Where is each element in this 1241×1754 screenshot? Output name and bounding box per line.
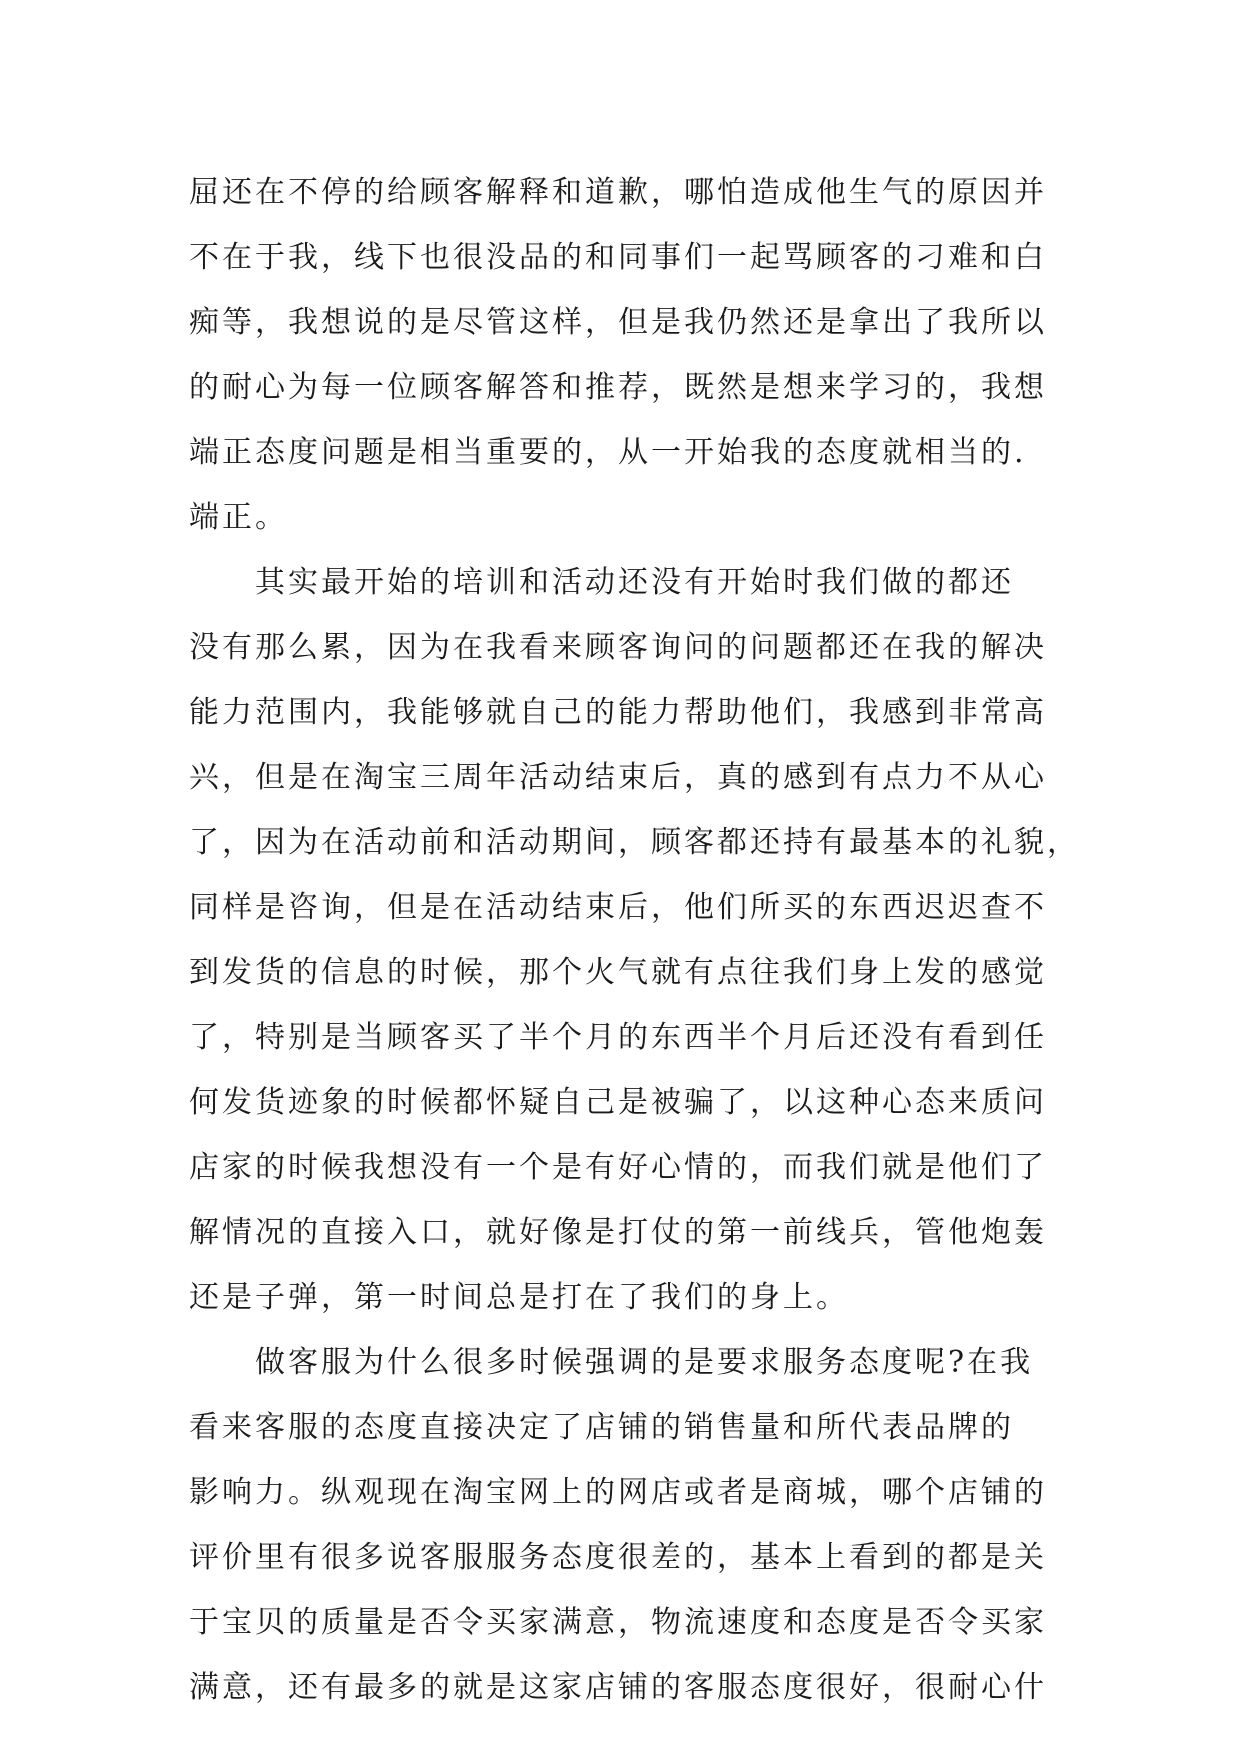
text-line: 能力范围内，我能够就自己的能力帮助他们，我感到非常高 <box>189 695 1047 730</box>
text-line: 没有那么累，因为在我看来顾客询问的问题都还在我的解决 <box>189 630 1047 665</box>
text-line: 端正。 <box>189 500 288 535</box>
text-line: 痴等，我想说的是尽管这样，但是我仍然还是拿出了我所以 <box>189 305 1047 340</box>
paragraph-1 <box>189 160 1059 550</box>
text-line: 影响力。纵观现在淘宝网上的网店或者是商城，哪个店铺的 <box>189 1475 1047 1510</box>
text-line: 店家的时候我想没有一个是有好心情的，而我们就是他们了 <box>189 1150 1047 1185</box>
text-line: 于宝贝的质量是否令买家满意，物流速度和态度是否令买家 <box>189 1605 1047 1640</box>
text-line: 看来客服的态度直接决定了店铺的销售量和所代表品牌的 <box>189 1410 1014 1445</box>
text-line: 解情况的直接入口，就好像是打仗的第一前线兵，管他炮轰 <box>189 1215 1047 1250</box>
text-line: 了，因为在活动前和活动期间，顾客都还持有最基本的礼貌， <box>189 825 1080 860</box>
text-line: 兴，但是在淘宝三周年活动结束后，真的感到有点力不从心 <box>189 760 1047 795</box>
text-line: 了，特别是当顾客买了半个月的东西半个月后还没有看到任 <box>189 1020 1047 1055</box>
body-text <box>189 160 1080 1720</box>
text-line: 其实最开始的培训和活动还没有开始时我们做的都还 <box>255 565 1014 600</box>
text-line: 满意，还有最多的就是这家店铺的客服态度很好，很耐心什 <box>189 1670 1047 1705</box>
text-line: 何发货迹象的时候都怀疑自己是被骗了，以这种心态来质问 <box>189 1085 1047 1120</box>
text-line: 的耐心为每一位顾客解答和推荐，既然是想来学习的，我想 <box>189 370 1047 405</box>
text-line: 同样是咨询，但是在活动结束后，他们所买的东西迟迟查不 <box>189 890 1047 925</box>
text-line: 评价里有很多说客服服务态度很差的，基本上看到的都是关 <box>189 1540 1047 1575</box>
text-line: 端正态度问题是相当重要的，从一开始我的态度就相当的. <box>189 435 1027 470</box>
text-line: 还是子弹，第一时间总是打在了我们的身上。 <box>189 1280 849 1315</box>
text-line: 不在于我，线下也很没品的和同事们一起骂顾客的刁难和白 <box>189 240 1047 275</box>
paragraph-2 <box>189 550 1080 1330</box>
text-line: 做客服为什么很多时候强调的是要求服务态度呢?在我 <box>255 1345 1034 1380</box>
text-line: 屈还在不停的给顾客解释和道歉，哪怕造成他生气的原因并 <box>189 175 1047 210</box>
text-line: 到发货的信息的时候，那个火气就有点往我们身上发的感觉 <box>189 955 1047 990</box>
paragraph-3 <box>189 1330 1059 1720</box>
